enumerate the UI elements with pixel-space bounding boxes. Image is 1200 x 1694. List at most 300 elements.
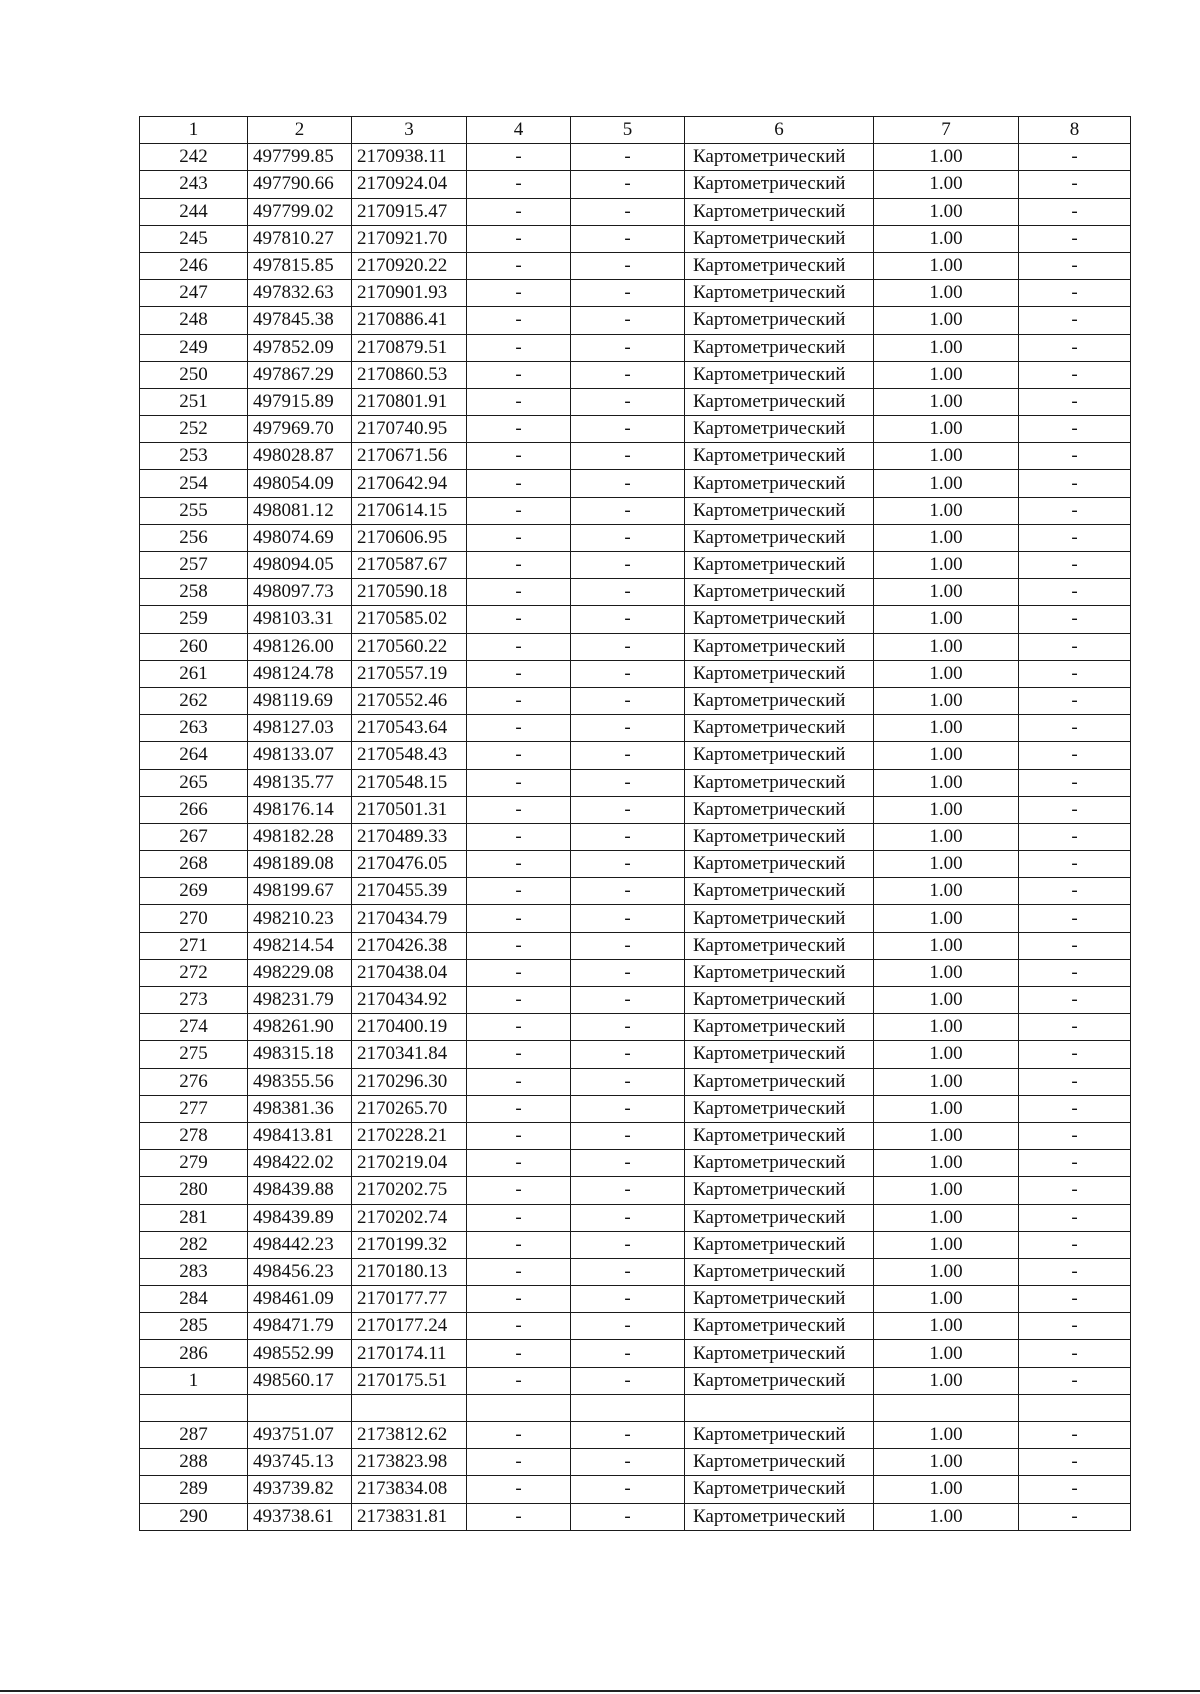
method-cell: Картометрический — [685, 1258, 874, 1285]
accuracy-cell: 1.00 — [874, 987, 1019, 1014]
table-row — [140, 144, 1131, 171]
y-coordinate-cell: 2170219.04 — [352, 1150, 467, 1177]
col8-cell: - — [1019, 796, 1131, 823]
col8-cell: - — [1019, 443, 1131, 470]
y-coordinate-cell: 2170543.64 — [352, 715, 467, 742]
table-row — [140, 252, 1131, 279]
col5-cell: - — [571, 307, 685, 334]
col5-cell: - — [571, 388, 685, 415]
col8-cell: - — [1019, 1177, 1131, 1204]
col5-cell: - — [571, 1503, 685, 1530]
col8-cell: - — [1019, 1449, 1131, 1476]
accuracy-cell: 1.00 — [874, 1286, 1019, 1313]
method-cell: Картометрический — [685, 1068, 874, 1095]
y-coordinate-cell: 2170614.15 — [352, 497, 467, 524]
col8-cell: - — [1019, 1503, 1131, 1530]
x-coordinate-cell: 498199.67 — [248, 878, 352, 905]
col8-cell: - — [1019, 1231, 1131, 1258]
col5-cell: - — [571, 959, 685, 986]
col4-cell: - — [467, 742, 571, 769]
y-coordinate-cell: 2170901.93 — [352, 280, 467, 307]
method-cell: Картометрический — [685, 1503, 874, 1530]
x-coordinate-cell: 498189.08 — [248, 851, 352, 878]
table-row — [140, 1177, 1131, 1204]
y-coordinate-cell: 2170202.74 — [352, 1204, 467, 1231]
accuracy-cell: 1.00 — [874, 552, 1019, 579]
method-cell: Картометрический — [685, 252, 874, 279]
table-row — [140, 606, 1131, 633]
table-row — [140, 769, 1131, 796]
point-number-cell: 264 — [140, 742, 248, 769]
col4-cell: - — [467, 1231, 571, 1258]
col4-cell: - — [467, 552, 571, 579]
y-coordinate-cell: 2170265.70 — [352, 1095, 467, 1122]
col4-cell: - — [467, 606, 571, 633]
method-cell: Картометрический — [685, 388, 874, 415]
col4-cell: - — [467, 1122, 571, 1149]
x-coordinate-cell: 497969.70 — [248, 416, 352, 443]
method-cell: Картометрический — [685, 878, 874, 905]
x-coordinate-cell: 498176.14 — [248, 796, 352, 823]
x-coordinate-cell: 497915.89 — [248, 388, 352, 415]
col5-cell: - — [571, 552, 685, 579]
accuracy-cell: 1.00 — [874, 606, 1019, 633]
col4-cell: - — [467, 252, 571, 279]
point-number-cell: 251 — [140, 388, 248, 415]
y-coordinate-cell: 2170476.05 — [352, 851, 467, 878]
accuracy-cell: 1.00 — [874, 497, 1019, 524]
col5-cell: - — [571, 1068, 685, 1095]
col4-cell: - — [467, 905, 571, 932]
col5-cell: - — [571, 633, 685, 660]
method-cell: Картометрический — [685, 660, 874, 687]
accuracy-cell: 1.00 — [874, 144, 1019, 171]
col4-cell — [467, 1394, 571, 1421]
y-coordinate-cell: 2170879.51 — [352, 334, 467, 361]
col4-cell: - — [467, 932, 571, 959]
x-coordinate-cell: 497845.38 — [248, 307, 352, 334]
method-cell: Картометрический — [685, 1286, 874, 1313]
col5-cell: - — [571, 905, 685, 932]
point-number-cell: 252 — [140, 416, 248, 443]
col5-cell: - — [571, 932, 685, 959]
point-number-cell: 250 — [140, 361, 248, 388]
y-coordinate-cell: 2170860.53 — [352, 361, 467, 388]
method-cell: Картометрический — [685, 225, 874, 252]
x-coordinate-cell: 498119.69 — [248, 687, 352, 714]
accuracy-cell — [874, 1394, 1019, 1421]
method-cell: Картометрический — [685, 1367, 874, 1394]
method-cell: Картометрический — [685, 687, 874, 714]
col5-cell: - — [571, 660, 685, 687]
point-number-cell: 247 — [140, 280, 248, 307]
y-coordinate-cell: 2170202.75 — [352, 1177, 467, 1204]
table-row — [140, 225, 1131, 252]
y-coordinate-cell: 2170560.22 — [352, 633, 467, 660]
header-cell: 8 — [1019, 117, 1131, 144]
col5-cell: - — [571, 361, 685, 388]
method-cell: Картометрический — [685, 823, 874, 850]
table-row — [140, 959, 1131, 986]
table-row — [140, 823, 1131, 850]
accuracy-cell: 1.00 — [874, 660, 1019, 687]
method-cell — [685, 1394, 874, 1421]
col8-cell: - — [1019, 932, 1131, 959]
method-cell: Картометрический — [685, 1204, 874, 1231]
accuracy-cell: 1.00 — [874, 1422, 1019, 1449]
y-coordinate-cell: 2170400.19 — [352, 1014, 467, 1041]
y-coordinate-cell: 2170228.21 — [352, 1122, 467, 1149]
col8-cell: - — [1019, 1041, 1131, 1068]
col8-cell: - — [1019, 633, 1131, 660]
table-row — [140, 416, 1131, 443]
method-cell: Картометрический — [685, 769, 874, 796]
y-coordinate-cell: 2170921.70 — [352, 225, 467, 252]
method-cell: Картометрический — [685, 524, 874, 551]
table-row — [140, 1041, 1131, 1068]
col8-cell: - — [1019, 1014, 1131, 1041]
y-coordinate-cell: 2170590.18 — [352, 579, 467, 606]
method-cell: Картометрический — [685, 1122, 874, 1149]
table-row — [140, 552, 1131, 579]
accuracy-cell: 1.00 — [874, 1204, 1019, 1231]
col8-cell: - — [1019, 878, 1131, 905]
col5-cell: - — [571, 198, 685, 225]
method-cell: Картометрический — [685, 334, 874, 361]
y-coordinate-cell: 2170177.77 — [352, 1286, 467, 1313]
col4-cell: - — [467, 1041, 571, 1068]
col4-cell: - — [467, 1367, 571, 1394]
x-coordinate-cell: 498214.54 — [248, 932, 352, 959]
table-row — [140, 524, 1131, 551]
point-number-cell: 265 — [140, 769, 248, 796]
col4-cell: - — [467, 1340, 571, 1367]
col5-cell: - — [571, 1204, 685, 1231]
col5-cell: - — [571, 687, 685, 714]
table-row — [140, 1367, 1131, 1394]
col4-cell: - — [467, 470, 571, 497]
method-cell: Картометрический — [685, 1422, 874, 1449]
method-cell: Картометрический — [685, 361, 874, 388]
point-number-cell: 290 — [140, 1503, 248, 1530]
point-number-cell: 261 — [140, 660, 248, 687]
x-coordinate-cell: 498103.31 — [248, 606, 352, 633]
method-cell: Картометрический — [685, 1014, 874, 1041]
point-number-cell: 253 — [140, 443, 248, 470]
col8-cell: - — [1019, 524, 1131, 551]
point-number-cell: 281 — [140, 1204, 248, 1231]
x-coordinate-cell: 498054.09 — [248, 470, 352, 497]
accuracy-cell: 1.00 — [874, 1367, 1019, 1394]
col5-cell: - — [571, 1014, 685, 1041]
col5-cell: - — [571, 742, 685, 769]
point-number-cell: 244 — [140, 198, 248, 225]
col4-cell: - — [467, 769, 571, 796]
method-cell: Картометрический — [685, 1177, 874, 1204]
method-cell: Картометрический — [685, 280, 874, 307]
col8-cell: - — [1019, 361, 1131, 388]
col5-cell: - — [571, 1367, 685, 1394]
col8-cell: - — [1019, 280, 1131, 307]
x-coordinate-cell: 497790.66 — [248, 171, 352, 198]
col8-cell: - — [1019, 769, 1131, 796]
accuracy-cell: 1.00 — [874, 905, 1019, 932]
col4-cell: - — [467, 524, 571, 551]
accuracy-cell: 1.00 — [874, 796, 1019, 823]
accuracy-cell: 1.00 — [874, 1449, 1019, 1476]
col8-cell: - — [1019, 552, 1131, 579]
page-bottom-rule — [0, 1690, 1200, 1692]
accuracy-cell: 1.00 — [874, 715, 1019, 742]
accuracy-cell: 1.00 — [874, 280, 1019, 307]
y-coordinate-cell: 2170426.38 — [352, 932, 467, 959]
point-number-cell: 278 — [140, 1122, 248, 1149]
col5-cell: - — [571, 1340, 685, 1367]
point-number-cell: 255 — [140, 497, 248, 524]
table-row — [140, 932, 1131, 959]
x-coordinate-cell: 498231.79 — [248, 987, 352, 1014]
col4-cell: - — [467, 1095, 571, 1122]
method-cell: Картометрический — [685, 987, 874, 1014]
x-coordinate-cell: 498413.81 — [248, 1122, 352, 1149]
x-coordinate-cell: 498355.56 — [248, 1068, 352, 1095]
y-coordinate-cell: 2173812.62 — [352, 1422, 467, 1449]
col8-cell: - — [1019, 1095, 1131, 1122]
col8-cell — [1019, 1394, 1131, 1421]
point-number-cell: 248 — [140, 307, 248, 334]
point-number-cell: 243 — [140, 171, 248, 198]
x-coordinate-cell: 498135.77 — [248, 769, 352, 796]
col8-cell: - — [1019, 823, 1131, 850]
y-coordinate-cell: 2170671.56 — [352, 443, 467, 470]
col4-cell: - — [467, 851, 571, 878]
table-row — [140, 905, 1131, 932]
method-cell: Картометрический — [685, 1041, 874, 1068]
point-number-cell: 272 — [140, 959, 248, 986]
col5-cell: - — [571, 1150, 685, 1177]
col8-cell: - — [1019, 1367, 1131, 1394]
method-cell: Картометрический — [685, 1313, 874, 1340]
table-row — [140, 851, 1131, 878]
accuracy-cell: 1.00 — [874, 171, 1019, 198]
method-cell: Картометрический — [685, 171, 874, 198]
table-row — [140, 1313, 1131, 1340]
table-row — [140, 742, 1131, 769]
method-cell: Картометрический — [685, 1150, 874, 1177]
x-coordinate-cell: 498127.03 — [248, 715, 352, 742]
x-coordinate-cell: 498381.36 — [248, 1095, 352, 1122]
accuracy-cell: 1.00 — [874, 361, 1019, 388]
accuracy-cell: 1.00 — [874, 1313, 1019, 1340]
table-row — [140, 1503, 1131, 1530]
point-number-cell: 246 — [140, 252, 248, 279]
col4-cell: - — [467, 687, 571, 714]
y-coordinate-cell: 2170434.79 — [352, 905, 467, 932]
x-coordinate-cell: 498315.18 — [248, 1041, 352, 1068]
col5-cell: - — [571, 851, 685, 878]
table-row — [140, 715, 1131, 742]
col4-cell: - — [467, 1313, 571, 1340]
y-coordinate-cell: 2170585.02 — [352, 606, 467, 633]
col4-cell: - — [467, 1068, 571, 1095]
col5-cell: - — [571, 1231, 685, 1258]
col5-cell: - — [571, 823, 685, 850]
col8-cell: - — [1019, 1422, 1131, 1449]
header-row — [140, 117, 1131, 144]
header-cell: 1 — [140, 117, 248, 144]
accuracy-cell: 1.00 — [874, 878, 1019, 905]
point-number-cell: 270 — [140, 905, 248, 932]
table-row — [140, 198, 1131, 225]
col8-cell: - — [1019, 388, 1131, 415]
accuracy-cell: 1.00 — [874, 1340, 1019, 1367]
col4-cell: - — [467, 171, 571, 198]
col4-cell: - — [467, 633, 571, 660]
header-cell: 4 — [467, 117, 571, 144]
header-cell: 3 — [352, 117, 467, 144]
y-coordinate-cell: 2170924.04 — [352, 171, 467, 198]
accuracy-cell: 1.00 — [874, 932, 1019, 959]
table-row — [140, 1014, 1131, 1041]
col8-cell: - — [1019, 1286, 1131, 1313]
col4-cell: - — [467, 660, 571, 687]
method-cell: Картометрический — [685, 497, 874, 524]
col5-cell: - — [571, 280, 685, 307]
col4-cell: - — [467, 1258, 571, 1285]
table-row — [140, 280, 1131, 307]
accuracy-cell: 1.00 — [874, 1177, 1019, 1204]
x-coordinate-cell: 498081.12 — [248, 497, 352, 524]
col8-cell: - — [1019, 1258, 1131, 1285]
table-row — [140, 171, 1131, 198]
col8-cell: - — [1019, 171, 1131, 198]
table-row — [140, 1340, 1131, 1367]
col8-cell: - — [1019, 252, 1131, 279]
x-coordinate-cell: 498074.69 — [248, 524, 352, 551]
accuracy-cell: 1.00 — [874, 524, 1019, 551]
accuracy-cell: 1.00 — [874, 633, 1019, 660]
col8-cell: - — [1019, 1340, 1131, 1367]
col8-cell: - — [1019, 1122, 1131, 1149]
col4-cell: - — [467, 144, 571, 171]
point-number-cell: 288 — [140, 1449, 248, 1476]
col8-cell: - — [1019, 687, 1131, 714]
col4-cell: - — [467, 443, 571, 470]
x-coordinate-cell: 498028.87 — [248, 443, 352, 470]
col4-cell: - — [467, 1014, 571, 1041]
table-row — [140, 579, 1131, 606]
x-coordinate-cell: 497852.09 — [248, 334, 352, 361]
x-coordinate-cell: 497815.85 — [248, 252, 352, 279]
y-coordinate-cell: 2170740.95 — [352, 416, 467, 443]
method-cell: Картометрический — [685, 198, 874, 225]
x-coordinate-cell: 497799.85 — [248, 144, 352, 171]
col8-cell: - — [1019, 1150, 1131, 1177]
x-coordinate-cell — [248, 1394, 352, 1421]
y-coordinate-cell: 2170341.84 — [352, 1041, 467, 1068]
col8-cell: - — [1019, 1313, 1131, 1340]
point-number-cell: 1 — [140, 1367, 248, 1394]
table-row — [140, 388, 1131, 415]
x-coordinate-cell: 498456.23 — [248, 1258, 352, 1285]
col4-cell: - — [467, 579, 571, 606]
y-coordinate-cell: 2170177.24 — [352, 1313, 467, 1340]
x-coordinate-cell: 498133.07 — [248, 742, 352, 769]
table-row — [140, 1095, 1131, 1122]
y-coordinate-cell: 2173834.08 — [352, 1476, 467, 1503]
col4-cell: - — [467, 1150, 571, 1177]
table-row — [140, 633, 1131, 660]
table-row — [140, 307, 1131, 334]
method-cell: Картометрический — [685, 470, 874, 497]
point-number-cell: 276 — [140, 1068, 248, 1095]
y-coordinate-cell: 2170915.47 — [352, 198, 467, 225]
col5-cell: - — [571, 524, 685, 551]
point-number-cell — [140, 1394, 248, 1421]
table-row — [140, 1286, 1131, 1313]
point-number-cell: 263 — [140, 715, 248, 742]
table-row — [140, 1068, 1131, 1095]
col4-cell: - — [467, 388, 571, 415]
table-row — [140, 497, 1131, 524]
accuracy-cell: 1.00 — [874, 687, 1019, 714]
point-number-cell: 277 — [140, 1095, 248, 1122]
accuracy-cell: 1.00 — [874, 1258, 1019, 1285]
accuracy-cell: 1.00 — [874, 225, 1019, 252]
col4-cell: - — [467, 715, 571, 742]
col8-cell: - — [1019, 742, 1131, 769]
coordinates-table — [139, 116, 1131, 1531]
method-cell: Картометрический — [685, 307, 874, 334]
x-coordinate-cell: 498210.23 — [248, 905, 352, 932]
y-coordinate-cell: 2170174.11 — [352, 1340, 467, 1367]
col8-cell: - — [1019, 225, 1131, 252]
col5-cell: - — [571, 497, 685, 524]
method-cell: Картометрический — [685, 633, 874, 660]
x-coordinate-cell: 498422.02 — [248, 1150, 352, 1177]
accuracy-cell: 1.00 — [874, 1503, 1019, 1530]
y-coordinate-cell: 2170557.19 — [352, 660, 467, 687]
y-coordinate-cell: 2170434.92 — [352, 987, 467, 1014]
method-cell: Картометрический — [685, 742, 874, 769]
point-number-cell: 249 — [140, 334, 248, 361]
accuracy-cell: 1.00 — [874, 388, 1019, 415]
accuracy-cell: 1.00 — [874, 1150, 1019, 1177]
point-number-cell: 279 — [140, 1150, 248, 1177]
col5-cell: - — [571, 715, 685, 742]
x-coordinate-cell: 498442.23 — [248, 1231, 352, 1258]
table-row — [140, 1476, 1131, 1503]
col8-cell: - — [1019, 470, 1131, 497]
col5-cell: - — [571, 1286, 685, 1313]
table-row — [140, 796, 1131, 823]
method-cell: Картометрический — [685, 1231, 874, 1258]
y-coordinate-cell: 2170296.30 — [352, 1068, 467, 1095]
method-cell: Картометрический — [685, 443, 874, 470]
col8-cell: - — [1019, 1068, 1131, 1095]
method-cell: Картометрический — [685, 1476, 874, 1503]
x-coordinate-cell: 497867.29 — [248, 361, 352, 388]
col5-cell: - — [571, 1041, 685, 1068]
col8-cell: - — [1019, 416, 1131, 443]
point-number-cell: 268 — [140, 851, 248, 878]
method-cell: Картометрический — [685, 1095, 874, 1122]
table-row — [140, 1394, 1131, 1421]
accuracy-cell: 1.00 — [874, 1095, 1019, 1122]
accuracy-cell: 1.00 — [874, 1014, 1019, 1041]
table-row — [140, 660, 1131, 687]
col5-cell: - — [571, 144, 685, 171]
